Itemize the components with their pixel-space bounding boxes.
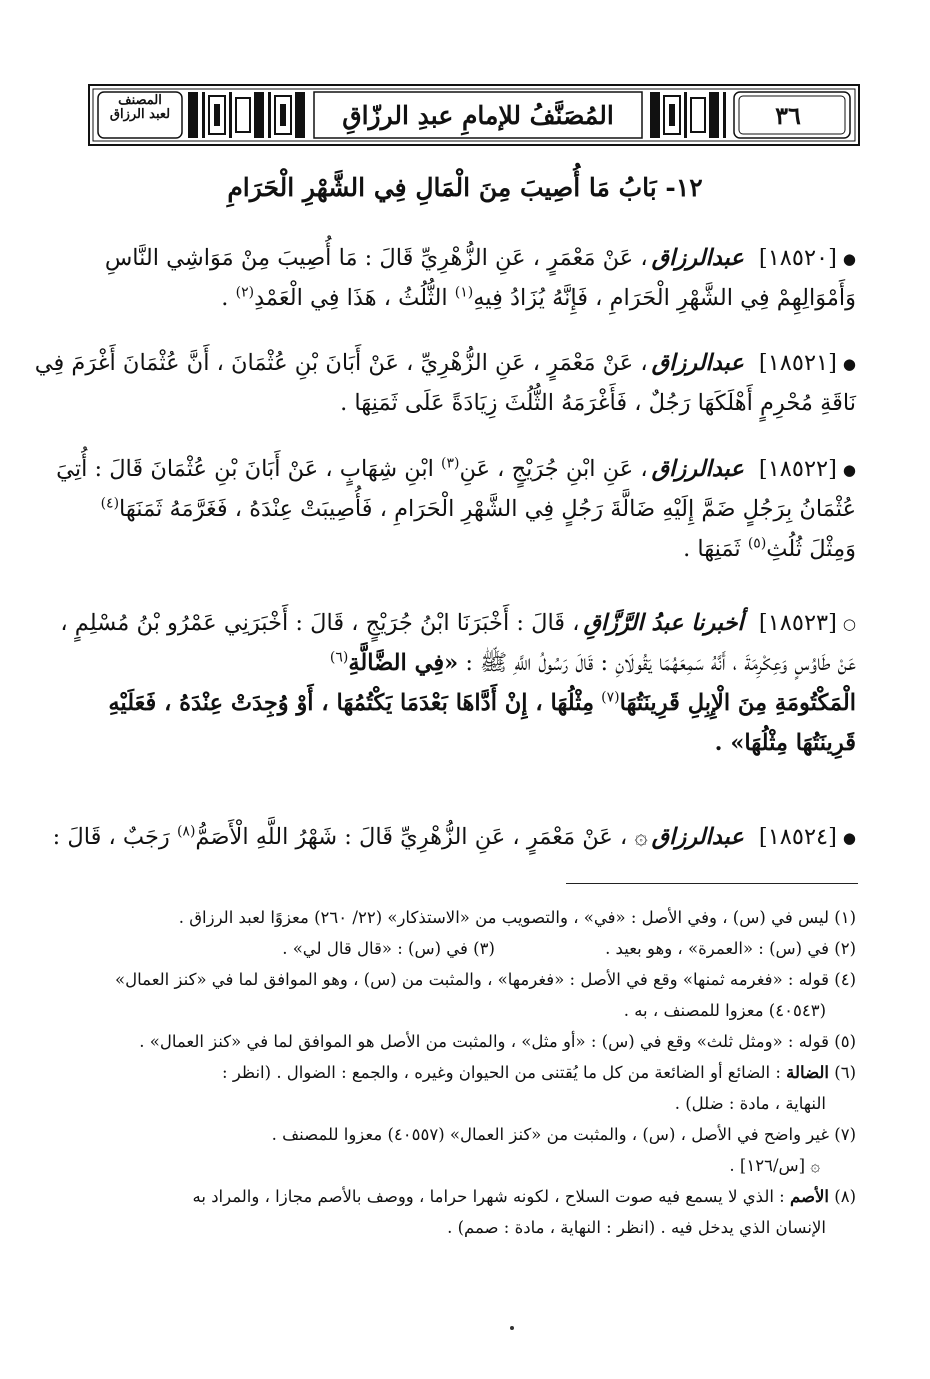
entry-line [56, 449, 856, 489]
entry-line [66, 643, 856, 683]
hadith-entry-18521 [34, 343, 856, 423]
emblem-line-1: المصنف [118, 93, 162, 108]
author-name: عبدالرزاق [651, 350, 744, 376]
footnote-term: الضالة [786, 1063, 829, 1082]
author-name: عبدالرزاق [651, 245, 744, 271]
author-name: عبدالرزاق [651, 456, 744, 482]
prophetic-text: قَرِينَتُهَا مِثْلُهَا» . [714, 730, 856, 756]
print-dot [510, 1326, 514, 1330]
footnote-ref[interactable]: (٤) [100, 495, 120, 512]
entry-line [66, 238, 856, 278]
footnote-text: : الذي لا يسمع فيه صوت السلاح ، لكونه شهرا حراما ، ووصف بالأصم مجازا ، والمراد به [192, 1187, 785, 1206]
entry-text: عَنْ طَاوُسٍ وَعِكْرِمَةَ ، أَنَّهُ سَمِعَهُمَا يَقُولَانِ : قَالَ رَسُولُ اللَّهِ ﷺ : [465, 650, 856, 676]
entry-number: [١٨٥٢٤] [758, 824, 837, 850]
entry-text: عُثْمَانُ بِرَجُلٍ ضَمَّ إِلَيْهِ ضَالَّةَ رَجُلٍ فِي الشَّهْرِ الْحَرَامِ ، فَأُصِيبَتْ عِنْدَهُ ، فَغَرَّمَهُ ثَمَنَهَا [119, 496, 856, 522]
entry-text: ثَمَنِهَا . [683, 536, 741, 562]
entry-text: وَمِثْلَ ثُلُثِ [766, 536, 856, 562]
entry-line [66, 489, 856, 529]
footnote: (٥) قوله : «ومثل ثلث» وقع في (س) : «أو مثل» ، والمثبت من الأصل هو الموافق لما في «كنز العمال» . [139, 1032, 856, 1051]
book-emblem [102, 94, 178, 136]
hadith-entry-18520 [66, 238, 856, 318]
footnote-ref[interactable]: (٥) [747, 535, 767, 552]
author-name: عبدالرزاق [651, 824, 744, 850]
entry-text: وَأَمْوَالِهِمْ فِي الشَّهْرِ الْحَرَامِ ، فَإِنَّهُ يُزَادُ فِيهِ [473, 285, 856, 311]
prophetic-text: «فِي الضَّالَّةِ [348, 650, 459, 676]
entry-line [52, 817, 856, 857]
footnote: (٧) غير واضح في الأصل ، (س) ، والمثبت من «كنز العمال» (٤٠٥٥٧) معزوا للمصنف . [271, 1125, 856, 1144]
footnote-page-marker: ۞ [س/١٢٦] . [729, 1156, 820, 1175]
entry-line [66, 683, 856, 723]
page-break-marker-icon: ۞ [634, 824, 648, 850]
footnote: (٤) قوله : «فغرمه ثمنها» وقع في الأصل : «فغرمها» ، والمثبت من (س) ، وهو الموافق لما في «كنز العمال» [115, 970, 856, 989]
footnote-divider [566, 883, 858, 884]
entry-number: [١٨٥٢٠] [758, 245, 837, 271]
footnote-number: (٨) [834, 1187, 856, 1206]
footnote-ref[interactable]: (٣) [441, 455, 460, 472]
entry-line [34, 343, 856, 383]
entry-line [66, 278, 856, 318]
footnote-continuation: (٤٠٥٤٣) معزوا للمصنف ، به . [623, 1001, 826, 1020]
entry-text: ، قَالَ : أَخْبَرَنَا ابْنُ جُرَيْجٍ ، قَالَ : أَخْبَرَنِي عَمْرُو بْنُ مُسْلِمٍ ، [60, 610, 580, 636]
entry-text: رَجَبٌ ، قَالَ : [52, 824, 170, 850]
entry-line [60, 603, 856, 643]
page-header [88, 84, 860, 146]
footnote-ref[interactable]: (٧) [601, 689, 620, 706]
footnotes [66, 902, 856, 1243]
footnote-continuation: النهاية ، مادة : ضلل) . [674, 1094, 826, 1113]
footnote-term: الأصم [790, 1187, 829, 1206]
hadith-entry-18523 [60, 603, 856, 763]
filled-bullet-icon: ● [842, 461, 856, 479]
entry-number: [١٨٥٢٣] [758, 610, 837, 636]
footnote: (١) ليس في (س) ، وفي الأصل : «في» ، والتصويب من «الاستذكار» (٢٢/ ٢٦٠) معزوًا لعبد الرزاق . [178, 908, 856, 927]
entry-line [66, 723, 856, 763]
hadith-entry-18524 [52, 817, 856, 857]
footnote-continuation: الإنسان الذي يدخل فيه . (انظر : النهاية ، مادة : صمم) . [447, 1218, 826, 1237]
footnote [66, 1057, 856, 1088]
entry-number: [١٨٥٢١] [758, 350, 837, 376]
page-number: ٣٦ [775, 101, 801, 130]
author-name: أخبرنا عبدُ الرَّزَّاقِ [583, 610, 744, 636]
entry-text: ابْنِ شِهَابٍ ، عَنْ أَبَانَ بْنِ عُثْمَانَ قَالَ : أُتِيَ [56, 456, 434, 482]
footnote-ref[interactable]: (٦) [329, 649, 349, 666]
entry-line [66, 529, 856, 569]
entry-text: الثُّلُثُ ، هَذَا فِي الْعَمْدِ [254, 285, 448, 311]
entry-number: [١٨٥٢٢] [758, 456, 837, 482]
entry-line [66, 383, 856, 423]
entry-text: ، عَنِ ابْنِ جُرَيْجٍ ، عَنِ [459, 456, 648, 482]
hadith-entry-18522 [56, 449, 856, 569]
filled-bullet-icon: ● [842, 250, 856, 268]
footnote-ref[interactable]: (١) [454, 284, 474, 301]
footnote: (٢) في (س) : «العمرة» ، وهو بعيد . (٣) في (س) : «قال قال لي» . [282, 939, 856, 958]
chapter-heading: ١٢- بَابُ مَا أُصِيبَ مِنَ الْمَالِ فِي الشَّهْرِ الْحَرَامِ [227, 173, 703, 202]
emblem-line-2: لعبد الرزاق [109, 107, 171, 122]
prophetic-text: الْمَكْتُومَةِ مِنَ الْإِبِلِ قَرِينَتُهَا [619, 690, 856, 716]
entry-text: نَاقَةِ مُحْرِمٍ أَهْلَكَهَا رَجُلٌ ، فَأَغْرَمَهُ الثُّلُثَ زِيَادَةً عَلَى ثَمَنِهَا . [340, 390, 856, 416]
entry-text: ، عَنْ مَعْمَرٍ ، عَنِ الزُّهْرِيِّ ، عَنْ أَبَانَ بْنِ عُثْمَانَ ، أَنَّ عُثْمَانَ أَغْرَمَ فِي [34, 350, 648, 376]
footnote-ref[interactable]: (٨) [176, 823, 196, 840]
footnote-text: : الضائع أو الضائعة من كل ما يُقتنى من الحيوان وغيره ، والجمع : الضوال . (انظر : [222, 1063, 781, 1082]
running-title: المُصَنَّفُ للإمامِ عبدِ الرزّاقِ [342, 101, 614, 130]
footnote-number: (٦) [834, 1063, 856, 1082]
filled-bullet-icon: ● [842, 355, 856, 373]
prophetic-text: مِثْلُهَا ، إِنْ أَدَّاهَا بَعْدَمَا يَكْتُمُهَا ، أَوْ وُجِدَتْ عِنْدَهُ ، فَعَلَيْهِ [108, 690, 594, 716]
entry-text: ، عَنْ مَعْمَرٍ ، عَنِ الزُّهْرِيِّ قَالَ : شَهْرُ اللَّهِ الْأَصَمُّ [195, 824, 628, 850]
filled-bullet-icon: ● [842, 829, 856, 847]
footnote-ref[interactable]: (٢) [235, 284, 255, 301]
entry-text: . [221, 285, 229, 311]
entry-text: ، عَنْ مَعْمَرٍ ، عَنِ الزُّهْرِيِّ قَالَ : مَا أُصِيبَ مِنْ مَوَاشِي النَّاسِ [104, 245, 648, 271]
hollow-bullet-icon: ○ [842, 615, 856, 633]
footnote [66, 1181, 856, 1212]
